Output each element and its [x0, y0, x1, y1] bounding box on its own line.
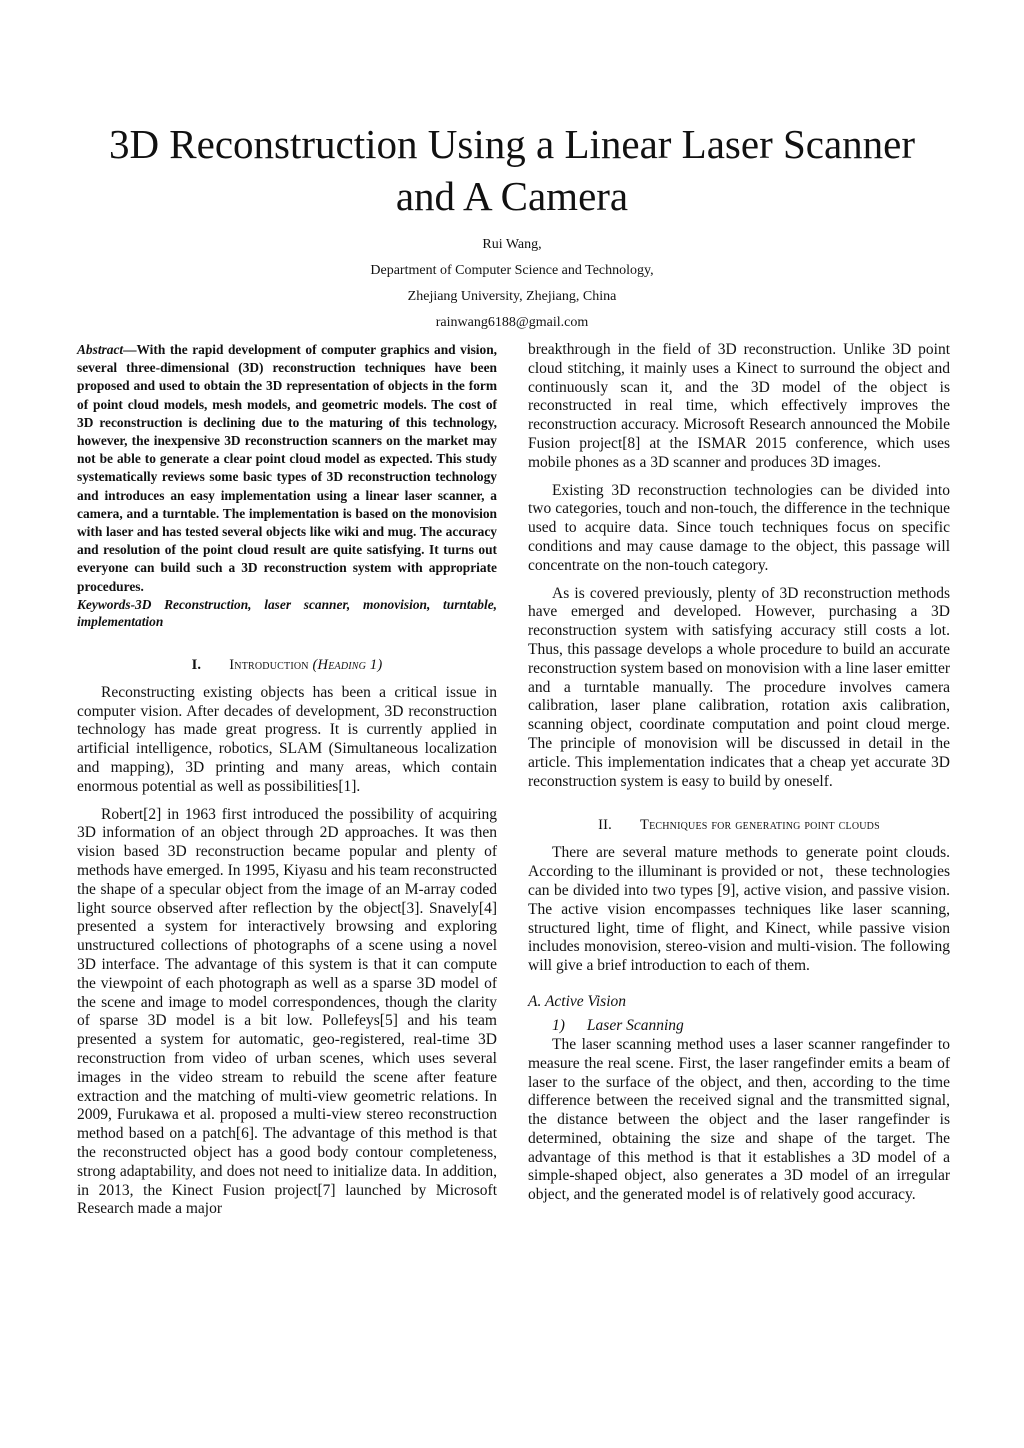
section-heading-techniques: [528, 817, 950, 834]
author-university: Zhejiang University, Zhejiang, China: [407, 289, 617, 304]
subsubsection-heading-laser-scanning: [552, 1016, 950, 1036]
intro-paragraph-4: Existing 3D reconstruction technologies can be divided into two categories, touch and non-touch, the difference in the technique used to acquire data. Since touch techniques focus on specific conditions and may cause damage to the object, this passage will concentrate on the non-touch category.: [528, 481, 950, 574]
author-department: Department of Computer Science and Technology,: [370, 263, 654, 278]
section-number: I.: [191, 656, 202, 673]
intro-paragraph-3: breakthrough in the field of 3D reconstruction. Unlike 3D point cloud stitching, it mainly uses a Kinect to surround the object and continuously scan it, and the 3D model of the object is reconstructed in real time, which effectively improves the reconstruction accuracy. Microsoft Research announced the Mobile Fusion project[8] at the ISMAR 2015 conference, which uses mobile phones as a 3D scanner and produces 3D images.: [528, 341, 950, 471]
section-title-suffix: (Heading 1): [312, 656, 383, 673]
abstract-text: With the rapid development of computer graphics and vision, several three-dimensional (3D) reconstruction techniques have been proposed and used to obtain the 3D representation of objects in the form of point cloud models, mesh models, and geometric models. The cost of 3D reconstruction is declining due to the maturing of this technology, however, the inexpensive 3D reconstruction scanners on the market may not be able to generate a clear point cloud model as expected. This study systematically reviews some basic types of 3D reconstruction technology and introduces an easy implementation using a linear laser scanner, a camera, and a turntable. The implementation is based on the monovision with laser and has tested several objects like wiki and mug. The accuracy and resolution of the point cloud result are quite satisfying. It turns out everyone can build such a 3D reconstruction system with appropriate procedures.: [77, 342, 497, 594]
abstract-label: Abstract: [77, 342, 124, 357]
section-number: II.: [598, 817, 613, 834]
author-block: [212, 232, 812, 336]
title-line-2: and A Camera: [395, 173, 629, 219]
section-title: Introduction: [229, 656, 309, 673]
section-heading-introduction: [77, 657, 497, 674]
techniques-paragraph: There are several mature methods to generate point clouds. According to the illuminant is provided or not，these technologies can be divided into two types [9], active vision, and passive vision. The active vision encompasses techniques like laser scanning, structured light, time of flight, and Kinect, while passive vision includes monovision, stereo-vision and multi-vision. The following will give a brief introduction to each of them.: [528, 844, 950, 975]
paper-title: [60, 118, 964, 222]
laser-scanning-paragraph: The laser scanning method uses a laser scanner rangefinder to measure the real scene. First, the laser rangefinder emits a beam of laser to the surface of the object, and then, according to the time difference between the received signal and the transmitted signal, the distance between the object and the laser rangefinder is determined, obtaining the size and shape of the target. The advantage of this method is that it establishes a 3D model of a simple-shaped object, also generates a 3D model of an irregular object, and the generated model is of relatively good accuracy.: [528, 1035, 950, 1204]
right-column: [528, 341, 950, 1214]
author-name: Rui Wang,: [482, 237, 542, 252]
intro-paragraph-5: As is covered previously, plenty of 3D reconstruction methods have emerged and developed. However, purchasing a 3D reconstruction system with satisfying accuracy still costs a lot. Thus, this passage develops a whole procedure to build an accurate reconstruction system based on monovision with a line laser emitter and a turntable manually. The procedure involves camera calibration, laser plane calibration, rotation axis calibration, scanning object, coordinate computation and point cloud merge. The principle of monovision will be discussed in detail in the article. This implementation indicates that a cheap yet accurate 3D reconstruction system is easy to build by oneself.: [528, 584, 950, 790]
subsubsection-title: Laser Scanning: [586, 1016, 684, 1034]
abstract: [77, 341, 497, 596]
intro-paragraph-1: Reconstructing existing objects has been a critical issue in computer vision. After decades of development, 3D reconstruction technology has made great progress. It is currently applied in artificial intelligence, robotics, SLAM (Simultaneous localization and mapping), 3D printing and many areas, which contain enormous potential as well as possibilities[1].: [77, 683, 497, 795]
title-line-1: 3D Reconstruction Using a Linear Laser Scanner: [108, 121, 916, 167]
abstract-dash: —: [123, 342, 137, 357]
section-title: Techniques for generating point clouds: [640, 817, 880, 834]
keywords: Keywords-3D Reconstruction, laser scanner, monovision, turntable, implementation: [77, 596, 497, 630]
subsubsection-number: 1): [552, 1016, 565, 1034]
intro-paragraph-2: Robert[2] in 1963 first introduced the possibility of acquiring 3D information of an object through 2D approaches. It was then vision based 3D reconstruction became popular and plenty of methods have emerged. In 1995, Kiyasu and his team reconstructed the shape of a specular object from the image of an M-array coded light source observed after reflection by the object[3]. Snavely[4] presented a system for interactively browsing and exploring unstructured collections of photographs of a scene using a novel 3D interface. The advantage of this system is that it can compute the viewpoint of each photograph as well as a sparse 3D model of the scene and image to model correspondences, though the clarity of sparse 3D model is a bit low. Pollefeys[5] and his team presented a system for automatic, geo-registered, real-time 3D reconstruction from video of urban scenes, which uses several images in the video stream to rebuild the scene after feature extraction and the matching of multi-view geometric relations. In 2009, Furukawa et al. proposed a multi-view stereo reconstruction method based on a patch[6]. The advantage of this method is that the reconstructed object has a good body contour completeness, strong adaptability, and does not need to initialize data. In addition, in 2013, the Kinect Fusion project[7] launched by Microsoft Research made a major: [77, 805, 497, 1218]
subsection-heading-active-vision: A. Active Vision: [528, 992, 626, 1010]
left-column: [77, 341, 497, 1228]
author-email: rainwang6188@gmail.com: [435, 315, 589, 330]
